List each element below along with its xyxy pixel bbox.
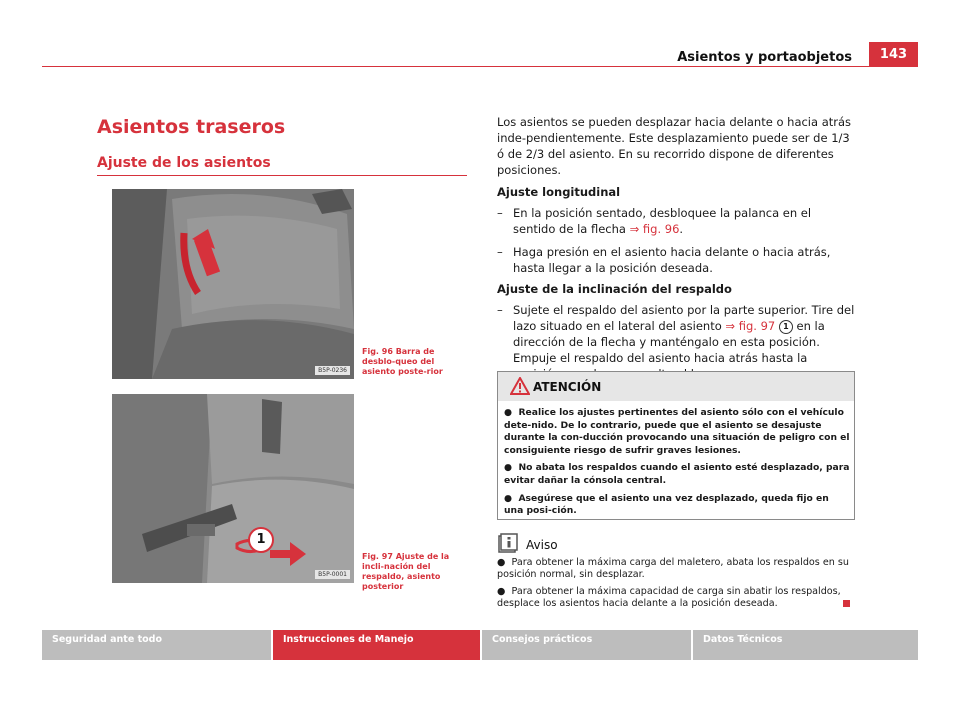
figure-97-caption-num: Fig. 97 [362,552,393,561]
footer-tab-instrucciones[interactable]: Instrucciones de Manejo [273,630,480,660]
warning-item [504,407,850,457]
long-item1-end: . [679,222,684,236]
footer-tab-datos[interactable]: Datos Técnicos [693,630,918,660]
figure-97-caption [362,552,468,592]
section-title: Asientos traseros [97,116,286,138]
figure-97-marker: 1 [248,527,274,553]
warning-triangle-icon [510,377,530,395]
intro-paragraph: Los asientos se pueden desplazar hacia delante o hacia atrás inde-pendientemente. Este desplazamiento puede ser de 1/3 ó de 2/3 del asiento. En su recorrido dispone de diferentes posiciones. [497,115,852,177]
long-adjust-title: Ajuste longitudinal [497,185,621,199]
note-item-text: Para obtener la máxima capacidad de carga sin abatir los respaldos, desplace los asientos hacia delante a la posición deseada. [497,585,841,609]
note-info-icon [498,533,518,553]
warning-item-text: Asegúrese que el asiento una vez desplazado, queda fijo en una posi-ción. [504,492,829,517]
fig-96-link[interactable]: ⇒ fig. 96 [629,222,680,236]
bullet-icon: ● [504,462,513,474]
fig-97-link[interactable]: ⇒ fig. 97 [725,319,776,333]
incl-item-text: Sujete el respaldo del asiento por la parte superior. Tire del lazo situado en el lateral del asiento [513,303,855,333]
figure-code: B5P-0236 [315,366,350,375]
long-adjust-item-1 [497,205,857,237]
bullet-icon: ● [504,492,513,504]
warning-item [504,462,850,487]
dash-marker: – [497,206,503,220]
end-of-section-mark [843,600,850,607]
warning-box [497,371,855,520]
incl-adjust-item [497,302,857,382]
figure-96-caption [362,347,468,377]
subsection-rule [97,175,467,176]
note-title: Aviso [526,538,558,552]
seat-photo-97 [112,394,354,583]
figure-96-image [112,189,354,379]
warning-item-text: No abata los respaldos cuando el asiento esté desplazado, para evitar dañar la cónsola central. [504,462,850,486]
warning-header [498,372,854,401]
seat-photo-96 [112,189,354,379]
note-body [497,557,857,614]
dash-marker: – [497,245,503,259]
figure-code: B5P-0001 [315,570,350,579]
header-rule [42,66,918,67]
dash-marker: – [497,303,503,317]
note-item [497,557,857,582]
warning-item [504,493,850,518]
figure-96-caption-num: Fig. 96 [362,347,393,356]
figure-97-caption-text: Ajuste de la incli-nación del respaldo, asiento posterior [362,552,450,591]
incl-item-end: en la dirección de la flecha y manténgalo en esta posición. Empuje el respaldo del asiento hacia atrás hasta la [513,319,825,365]
note-item-text: Para obtener la máxima carga del maletero, abata los respaldos en su posición normal, sin desplazar. [497,557,849,581]
figure-97-image [112,394,354,583]
bullet-icon: ● [497,585,506,597]
long-item1-text: En la posición sentado, desbloquee la palanca en el sentido de la flecha [513,206,812,236]
footer-tab-seguridad[interactable]: Seguridad ante todo [42,630,271,660]
running-header-title: Asientos y portaobjetos [677,50,852,65]
bullet-icon: ● [497,557,506,568]
note-item [497,586,857,611]
body-text [497,114,857,382]
figure-96-caption-text: Barra de desblo-queo del asiento poste-rior [362,347,443,376]
subsection-title: Ajuste de los asientos [97,155,271,171]
bullet-icon: ● [504,407,513,418]
warning-item-text: Realice los ajustes pertinentes del asiento sólo con el vehículo dete-nido. De lo contrario, puede que el asiento se desajuste durante la con-ducción provocando una situación de peligro con el consiguiente riesgo de sufrir graves lesiones. [504,407,850,456]
warning-body [504,407,850,523]
footer-tab-consejos[interactable]: Consejos prácticos [482,630,691,660]
page-number: 143 [869,42,918,66]
long-item2-text: Haga presión en el asiento hacia delante o hacia atrás, hasta llegar a la posición deseada. [513,245,831,275]
long-adjust-item-2 [497,244,857,276]
warning-title: ATENCIÓN [533,380,602,394]
marker-1-icon: 1 [779,320,793,334]
incl-adjust-title: Ajuste de la inclinación del respaldo [497,282,732,296]
